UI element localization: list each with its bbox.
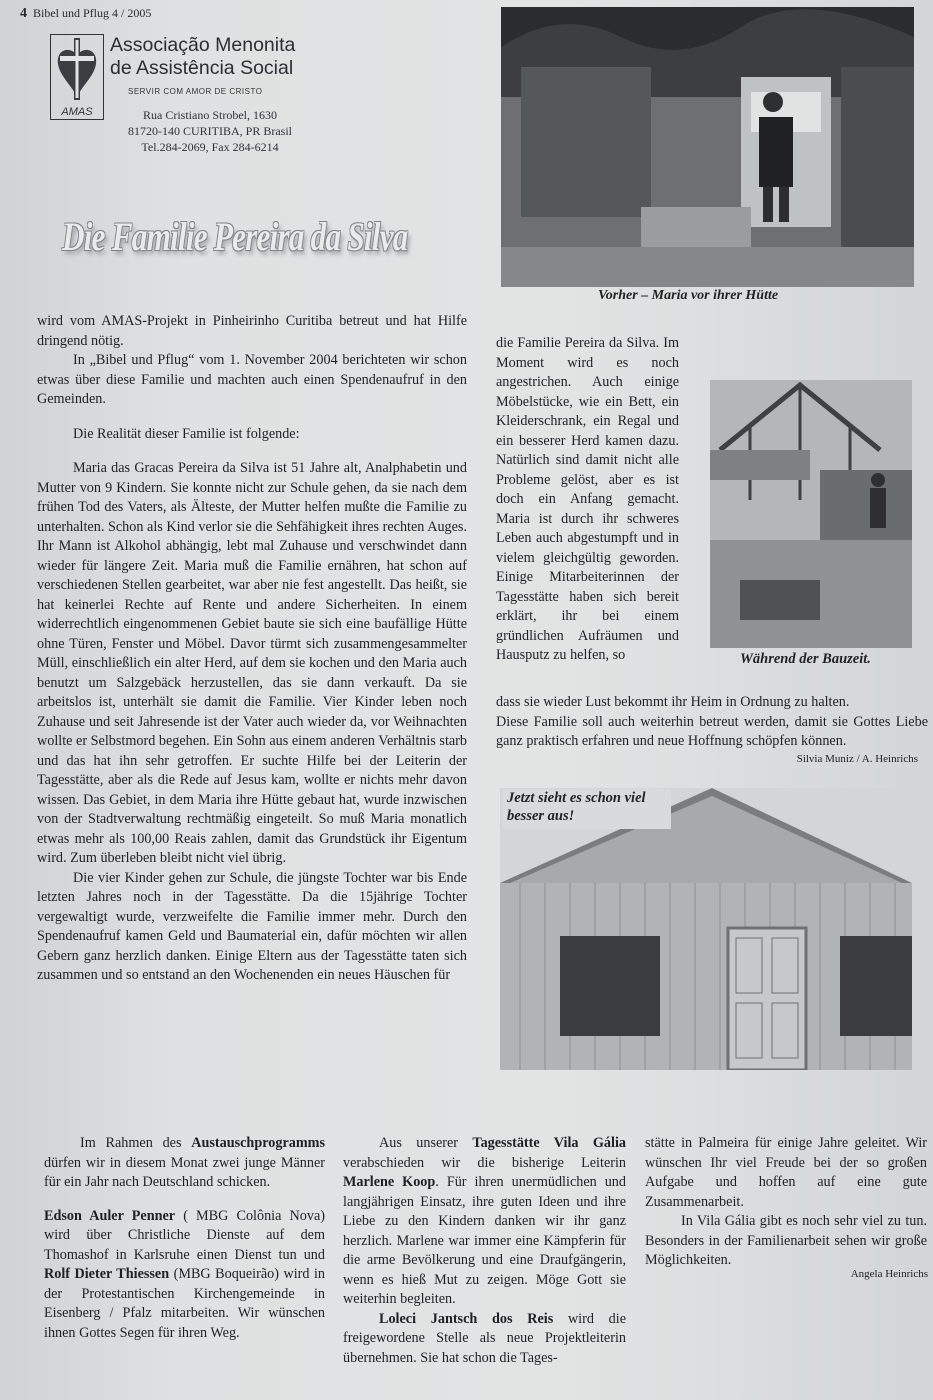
article-closing-paragraph: Diese Familie soll auch weiterhin betreut werden, damit sie Gottes Liebe ganz praktisch erfahren und neue Hoffnung schöpfen können. xyxy=(496,713,928,749)
photo-during xyxy=(710,380,912,648)
photo-after-image xyxy=(500,788,912,1070)
article-kids-paragraph: Die vier Kinder gehen zur Schule, die jüngste Tochter war bis Ende letzten Jahres noch in der Tagesstätte. Da die 15jährige Tochter vergewaltigt wurde, verzweifelte die Familie immer mehr. Durch den Spendenaufruf kamen Geld und Baumaterial ein, dafür möchten wir allen Gebern ganz herzlich danken. Einige Eltern aus der Tagesstätte taten sich zusammen und so entstand an den Wochenenden ein neues Häuschen für xyxy=(37,869,467,983)
new-leader-paragraph: Loleci Jantsch dos Reis wird die freigewordene Stelle als neue Projektleiterin übernehmen. Sie hat schon die Tages- xyxy=(343,1310,626,1366)
vila-galia-paragraph: In Vila Gália gibt es noch sehr viel zu tun. Besonders in der Familienarbeit sehen wir große Möglichkeiten. xyxy=(645,1213,927,1268)
article-intro-2: In „Bibel und Pflug“ vom 1. November 2004 berichteten wir schon etwas über diese Familie und machten auch einen Spendenaufruf in den Gemeinden. xyxy=(37,352,467,407)
article-left-column xyxy=(37,312,467,986)
photo-before-image xyxy=(501,7,914,287)
article-right-continuation xyxy=(496,693,928,752)
page-number: 4 xyxy=(20,6,27,21)
palmeira-paragraph: stätte in Palmeira für einige Jahre geleitet. Wir wünschen Ihr viel Freude bei der so großen Aufgabe und hoffen auf eine gute Zusammenarbeit. xyxy=(645,1135,927,1210)
svg-text:AMAS: AMAS xyxy=(61,106,93,118)
article-reality-line: Die Realität dieser Familie ist folgende: xyxy=(73,425,300,442)
organization-tagline: SERVIR COM AMOR DE CRISTO xyxy=(128,87,263,96)
exchange-participants-paragraph: Edson Auler Penner ( MBG Colônia Nova) wird über Christliche Dienste auf dem Thomashof in Karlsruhe einen Dienst tun und Rolf Dieter Thiessen (MBG Boqueirão) wird in der Protestantischen Kirchengemeinde in Eisenberg / Pfalz mitarbeiten. Wir wünschen ihnen Gottes Segen für ihren Weg. xyxy=(44,1207,325,1341)
caption-after: Jetzt sieht es schon viel besser aus! xyxy=(503,789,671,829)
page-header xyxy=(20,6,151,22)
article-main-paragraph: Maria das Gracas Pereira da Silva ist 51 Jahre alt, Analphabetin und Mutter von 9 Kindern. Sie konnte nicht zur Schule gehen, da sie nach dem frühen Tod des Vaters, als Älteste, der Mutter helfen mußte die Familie zu unterhalten. Schon als Kind verlor sie die Sehfähigkeit ihres rechten Auges. Ihr Mann ist Alkohol abhängig, lebt mal Zuhause und verschwindet dann wieder für längere Zeit. Maria muß die Familie ernähren, hat schon auf verschiedenen Stellen gearbeitet, war aber nie fest angestellt. Das heißt, sie hat keinerlei Rechte auf Rente und andere Sicherheiten. In einem widerrechtlich eingenommenen Gebiet baute sie sich eine baufällige Hütte ohne Türen, Fenster und Möbel. Davor türmt sich zusammengesammelter Müll, einschließlich ein alter Herd, auf dem sie kochen und den Maria auch benutzt um Salzgebäck herzustellen, das sie dann verkauft. Da sie arbeitslos ist, unterhält sie damit die Familie. Vier Kinder leben noch Zuhause und seit Jahresende ist der Vater auch wieder da, vor Weihnachten wollte er Selbstmord begehen. Ein Sohn aus einem anderen Verhältnis starb und das hat ihn sehr getroffen. Er suchte Hilfe bei der Leiterin der Tagesstätte, aber als die Rede auf Jesus kam, wollte er nichts mehr davon wissen. Das Gebiet, in dem Maria ihre Hütte gebaut hat, wurde inzwischen von der Stadtverwaltung rechtmäßig eingeteilt. So muß Maria monatlich etwas mehr als 100,00 Reais zahlen, damit das Grundstück ihr Eigentum wird. Zum überleben bleibt nicht viel übrig. xyxy=(37,460,467,866)
photo-after xyxy=(500,788,912,1070)
exchange-program-paragraph: Im Rahmen des Austauschprogramms dürfen wir in diesem Monat zwei junge Männer für ein Jahr nach Deutschland schicken. xyxy=(44,1135,325,1190)
article-intro-1: wird vom AMAS-Projekt in Pinheirinho Curitiba betreut und hat Hilfe dringend nötig. xyxy=(37,313,467,349)
organization-address: Rua Cristiano Strobel, 1630 81720-140 CURITIBA, PR Brasil Tel.284-2069, Fax 284-6214 xyxy=(127,108,292,154)
amas-logo xyxy=(50,34,104,120)
daycare-farewell-paragraph: Aus unserer Tagesstätte Vila Gália verabschieden wir die bisherige Leiterin Marlene Koop. Für ihren unermüdlichen und langjährigen Einsatz, ihre guten Ideen und ihre Liebe zu den Kindern danken wir ihr ganz herzlich. Marlene war immer eine Kämpferin für die arme Bevölkerung und eine Draufgängerin, wenn es hieß Mut zu zeigen. Möge Gott sie weiterhin begleiten. xyxy=(343,1135,626,1307)
photo-during-image xyxy=(710,380,912,648)
publication-name: Bibel und Pflug 4 / 2005 xyxy=(33,6,152,20)
amas-logo-icon xyxy=(50,34,104,120)
bottom-column-1 xyxy=(44,1134,325,1343)
article-right-column: die Familie Pereira da Silva. Im Moment wird es noch angestrichen. Auch einige Möbelstücke, wie ein Bett, ein Kleiderschrank, ein Regal und ein besserer Herd kamen dazu. Natürlich sind damit nicht alle Probleme gelöst, aber es ist doch ein Anfang gemacht. Maria ist durch ihr schweres Leben auch abgestumpft und in vielem gleichgültig geworden. Einige Mitarbeiterinnen der Tagesstätte haben sich bereit erklärt, ihr bei einem gründlichen Aufräumen und Hausputz zu helfen, so xyxy=(496,335,679,663)
caption-during: Während der Bauzeit. xyxy=(740,651,871,667)
organization-name: Associação Menonita de Assistência Social xyxy=(110,34,296,79)
bottom-column-3 xyxy=(645,1134,927,1271)
photo-before xyxy=(501,7,914,287)
article-continuation-line: dass sie wieder Lust bekommt ihr Heim in Ordnung zu halten. xyxy=(496,694,850,710)
article-title: Die Familie Pereira da Silva xyxy=(62,214,408,259)
caption-before: Vorher – Maria vor ihrer Hütte xyxy=(598,288,779,303)
article-signature: Silvia Muniz / A. Heinrichs xyxy=(796,753,918,765)
bottom-column-2 xyxy=(343,1134,626,1368)
bottom-signature: Angela Heinrichs xyxy=(850,1268,928,1280)
